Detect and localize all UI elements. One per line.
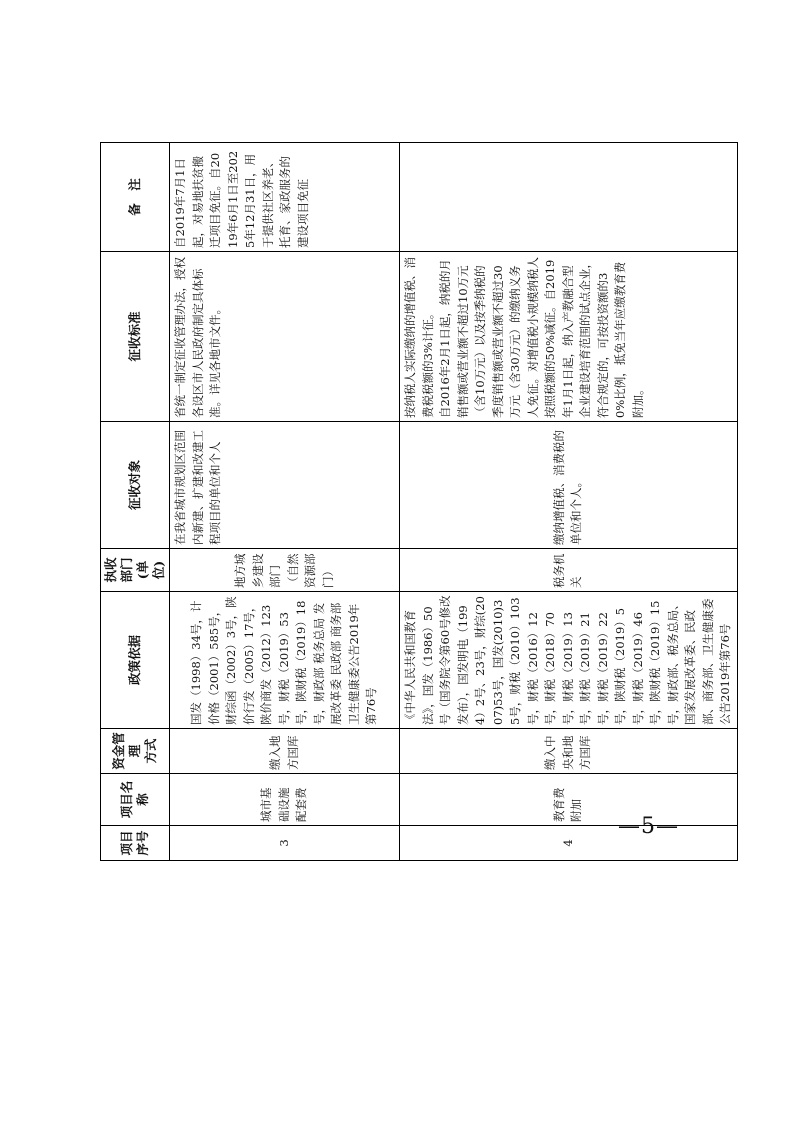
- row-standard: 按纳税人实际缴纳的增值税、消费税税额的3%计征。 自2016年2月1日起，纳税的月销售额或营业额不超过10万元（含10万元）以及按季纳税的季度销售额或营业额不超过30万元（含30万元）的缴纳义务人免征。对增值税小规模纳税人按照税额的50%减征。自2019年1月1日起，纳入产教融合型企业建设培育范围的试点企业，符合规定的，可按投资额的30%比例，抵免当年应缴教育费附加。: [400, 252, 738, 422]
- header-seq: 项目 序号: [101, 826, 170, 861]
- row-note: 自2019年7月1日起，对易地扶贫搬迁项目免征。自2019年6月1日至2025年12月31日，用于提供社区养老、托育、家政服务的建设项目免征: [170, 143, 400, 252]
- row-name: 教育费附加: [400, 774, 738, 826]
- row-dept: 税务机关: [400, 549, 738, 592]
- row-seq: 3: [170, 826, 400, 861]
- row-method: 缴入地方国库: [170, 729, 400, 774]
- page-number: —5—: [618, 814, 679, 839]
- row-method: 缴入中央和地方国库: [400, 729, 738, 774]
- fee-table: [100, 142, 738, 861]
- header-name: 项目名称: [101, 774, 170, 826]
- row-name: 城市基础设施配套费: [170, 774, 400, 826]
- row-dept: 地方城乡建设部门（自然资源部门）: [170, 549, 400, 592]
- row-standard: 省统一制定征收管理办法，授权各设区市人民政府制定具体标准。详见各地市文件。: [170, 252, 400, 422]
- row-seq: 4: [400, 826, 738, 861]
- header-method: 资金管理 方式: [101, 729, 170, 774]
- rotated-fee-table: [100, 143, 732, 861]
- table-row: [170, 143, 400, 861]
- header-target: 征收对象: [101, 422, 170, 549]
- row-basis: 《中华人民共和国教育法》，国发（1986）50号（国务院令第60号修改发布），国发明电（1994）2号、23号，财综(2007)53号，国发(2010)35号，财税（2010）103号，财税（2016）12号，财税（2018）70号，财税（2019）13号，财税（2019）21号，财税（2019）22号，陕财税（2019）5号，财税（2019）46号，陕财税（2019）15号，财政部、税务总局、国家发展改革委、民政部、商务部、卫生健康委公告2019年第76号: [400, 592, 738, 729]
- header-standard: 征收标准: [101, 252, 170, 422]
- header-dept: 执收部门 (单位): [101, 549, 170, 592]
- header-basis: 政策依据: [101, 592, 170, 729]
- row-note: [400, 143, 738, 252]
- header-row: [101, 143, 170, 861]
- row-target: 缴纳增值税、消费税的单位和个人。: [400, 422, 738, 549]
- row-basis: 国发（1998）34号，计价格（2001）585号，财综函（2002）3号，陕价行发（2005）17号，陕价商发（2012）123号，财税（2019）53号，陕财税（2019）18号，财政部 税务总局 发展改革委 民政部 商务部 卫生健康委公告2019年第76号: [170, 592, 400, 729]
- row-target: 在我省城市规划区范围内新建、扩建和改建工程项目的单位和个人: [170, 422, 400, 549]
- table-row: [400, 143, 738, 861]
- header-note: 备 注: [101, 143, 170, 252]
